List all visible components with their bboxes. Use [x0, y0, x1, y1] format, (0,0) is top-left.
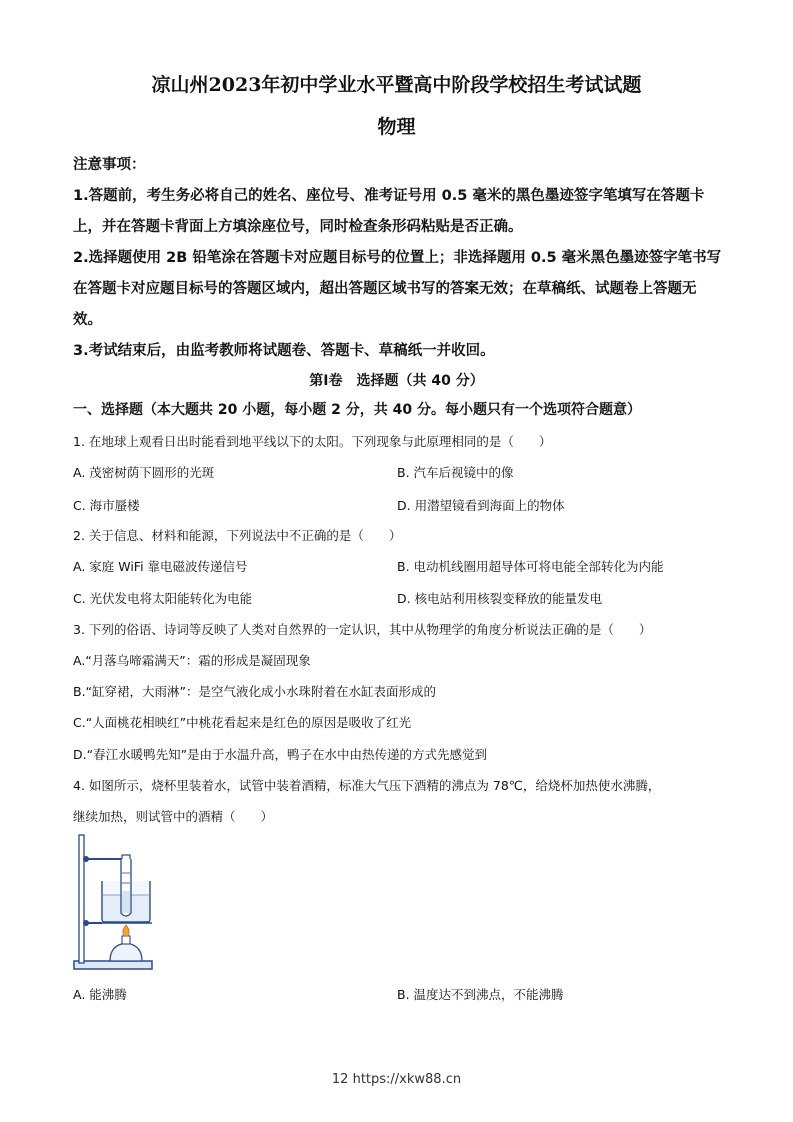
option-d: D. 核电站利用核裂变释放的能量发电	[397, 591, 603, 606]
option-d: D. 用潜望镜看到海面上的物体	[397, 498, 565, 513]
exam-title: 凉山州2023年初中学业水平暨高中阶段学校招生考试试题	[151, 74, 642, 96]
question-stem: 1. 在地球上观看日出时能看到地平线以下的太阳。下列现象与此原理相同的是（ ）	[73, 434, 552, 449]
option-b: B. 温度达不到沸点，不能沸腾	[397, 987, 564, 1002]
section-title: 第Ⅰ卷 选择题（共 40 分）	[309, 373, 484, 389]
option-a: A. 茂密树荫下圆形的光斑	[73, 465, 215, 480]
subject-title: 物理	[377, 116, 416, 138]
option-c: C.“人面桃花相映红”中桃花看起来是红色的原因是吸收了红光	[73, 715, 412, 730]
boiling-apparatus-figure	[72, 833, 157, 977]
question-stem: 4. 如图所示，烧杯里装着水，试管中装着酒精，标准大气压下酒精的沸点为 78℃，给烧杯加热使水沸腾，	[73, 778, 661, 793]
option-b: B. 汽车后视镜中的像	[397, 465, 514, 480]
question-stem: 3. 下列的俗语、诗词等反映了人类对自然界的一定认识，其中从物理学的角度分析说法正确的是（ ）	[73, 622, 652, 637]
option-b: B.“缸穿裙，大雨淋”：是空气液化成小水珠附着在水缸表面形成的	[73, 684, 437, 699]
question-stem-cont: 继续加热，则试管中的酒精（ ）	[73, 809, 274, 824]
option-a: A. 能沸腾	[73, 987, 127, 1002]
note-item: 2.选择题使用 2B 铅笔涂在答题卡对应题目标号的位置上；非选择题用 0.5 毫米黑色墨迹签字笔书写在答题卡对应题目标号的答题区域内，超出答题区域书写的答案无效；在草稿纸、试题卷上答题无效。	[73, 250, 722, 328]
note-item: 1.答题前，考生务必将自己的姓名、座位号、准考证号用 0.5 毫米的黑色墨迹签字笔填写在答题卡上，并在答题卡背面上方填涂座位号，同时检查条形码粘贴是否正确。	[73, 188, 705, 235]
option-c: C. 光伏发电将太阳能转化为电能	[73, 591, 253, 606]
part-title: 一、选择题（本大题共 20 小题，每小题 2 分，共 40 分。每小题只有一个选项符合题意）	[73, 402, 641, 418]
option-c: C. 海市蜃楼	[73, 498, 140, 513]
option-b: B. 电动机线圈用超导体可将电能全部转化为内能	[397, 559, 664, 574]
page-footer: 12 https://xkw88.cn	[331, 1072, 462, 1087]
option-a: A. 家庭 WiFi 靠电磁波传递信号	[73, 559, 248, 574]
notes-block	[73, 150, 723, 367]
question-stem: 2. 关于信息、材料和能源，下列说法中不正确的是（ ）	[73, 528, 402, 543]
note-item: 3.考试结束后，由监考教师将试题卷、答题卡、草稿纸一并收回。	[73, 343, 495, 359]
option-d: D.“春江水暖鸭先知”是由于水温升高，鸭子在水中由热传递的方式先感觉到	[73, 747, 488, 762]
notes-heading: 注意事项：	[73, 157, 146, 173]
option-a: A.“月落乌啼霜满天”：霜的形成是凝固现象	[73, 653, 311, 668]
